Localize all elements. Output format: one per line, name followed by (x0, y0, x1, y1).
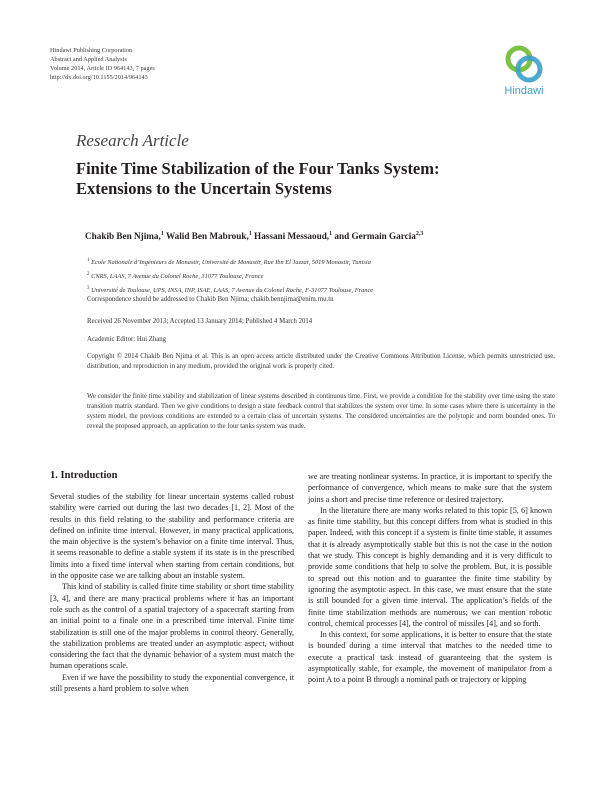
copyright-notice: Copyright © 2014 Chakib Ben Njima et al. This is an open access article distributed under the Creative Commons Attribution License, which permits unrestricted use, distribution, and reproduction in any medium, provided the original work is properly cited. (87, 353, 555, 370)
author-affil-sup: 1 (329, 231, 333, 237)
abstract: We consider the finite time stability and stabilization of linear systems described in continuous time. First, we provide a condition for the stability over time using the state transition matrix standard. Then we give conditions to design a state feedback control that stabilizes the system over time. In some cases where there is uncertainty in the system model, the previous conditions are extended to a certain class of uncertain systems. The considered uncertainties are the polytopic and norm bounded ones. To reveal the proposed approach, an application to the four tanks system was made. (87, 393, 555, 430)
journal-meta (50, 46, 350, 82)
author-name: Chakib Ben Njima, (85, 231, 161, 242)
author-affil-sup: 2,3 (415, 231, 424, 237)
affiliations (87, 255, 557, 296)
paragraph: Even if we have the possibility to study the exponential convergence, it still presents a hard problem to solve when (50, 672, 294, 694)
left-column (50, 491, 294, 694)
hindawi-logo (493, 44, 555, 102)
logo-text: Hindawi (504, 85, 544, 97)
paragraph: This kind of stability is called finite time stability or short time stability [3, 4], and there are many practical problems where it has an important role such as the control of a spatial trajectory of a spacecraft starting from an initial point to a finale one in a prescribed time interval. Finite time stabilization is still one of the major problems in control theory. Generally, the stabilization problems are treated under an asymptotic aspect, without considering the fact that the dynamic behavior of a system must match the human operations scale. (50, 582, 294, 671)
correspondence: Correspondence should be addressed to Chakib Ben Njima; chakib.bennjima@enim.rnu.tn (87, 296, 334, 303)
affil-sup: 2 (87, 271, 90, 277)
paragraph: In this context, for some applications, it is better to ensure that the state is bounded during a time interval that matches to the needed time to execute a practical task instead of guaranteeing that the system is asymptotically stable, for example, the movement of manipulator from a point A to a point B through a nominal path or trajectory or kipping (308, 630, 552, 685)
paper-title (76, 159, 556, 199)
author-list (85, 231, 555, 241)
paragraph: Several studies of the stability for linear uncertain systems called robust stability were carried out during the last two decades [1, 2]. Most of the results in this field relating to the stability and performance criteria are defined on infinite time interval. However, in many practical applications, the main objective is the system’s behavior on a finite time interval. Thus, it seems reasonable to define a stable system if its state is in the prescribed limits into a fixed time interval when starting from certain conditions, but in the opposite case we are talking about an instable system. (50, 492, 294, 581)
publisher: Hindawi Publishing Corporation (50, 47, 133, 54)
volume-line: Volume 2014, Article ID 964143, 7 pages (50, 65, 155, 72)
paragraph: we are treating nonlinear systems. In practice, it is important to specify the performance of convergence, which means to make sure that the system joins a short and precise time reference or desired trajectory. (308, 472, 552, 504)
title-line-1: Finite Time Stabilization of the Four Tanks System: (76, 159, 440, 178)
right-column (308, 471, 552, 686)
affil-sup: 3 (87, 285, 90, 291)
paragraph: In the literature there are many works related to this topic [5, 6] known as finite time stability, but this concept differs from what is studied in this paper. Indeed, with this concept if a system is finite time stable, it assumes that it is already asymptotically stable but this is not the case in the notion that we study. This concept is highly demanding and it is very difficult to provide some conditions that help to solve the problem. But, it is possible to spread out this notion and to guarantee the finite time stability by ignoring the asymptotic aspect. In this case, we must ensure that the state is still bounded for a given time interval. The application’s fields of the finite time stabilization methods are numerous; we can mention robotic control, chemical processes [4], the control of missiles [4], and so forth. (308, 505, 552, 628)
author-name: Hassani Messaoud, (254, 231, 330, 242)
affil-sup: 1 (87, 258, 90, 263)
hindawi-logo-icon (504, 44, 544, 84)
section-heading-introduction: 1. Introduction (50, 470, 118, 481)
author-affil-sup: 1 (248, 231, 252, 237)
affiliation (87, 269, 557, 283)
publication-dates: Received 26 November 2013; Accepted 13 January 2014; Published 4 March 2014 (87, 318, 313, 325)
affil-text: Université de Toulouse, UPS, INSA, INP, ISAE, LAAS, 7 Avenue du Colonel Roche, F-31077 Toulouse, France (91, 286, 374, 294)
academic-editor: Academic Editor: Hui Zhang (87, 336, 167, 343)
title-line-2: Extensions to the Uncertain Systems (76, 179, 332, 198)
affiliation (87, 283, 557, 297)
article-type: Research Article (76, 131, 189, 150)
doi-link[interactable]: http://dx.doi.org/10.1155/2014/964143 (50, 74, 148, 81)
author-affil-sup: 1 (160, 231, 164, 237)
author-name: and Germain Garcia (334, 231, 416, 242)
affil-text: CNRS, LAAS, 7 Avenue du Colonel Roche, 31077 Toulouse, France (91, 272, 264, 280)
journal-name: Abstract and Applied Analysis (50, 56, 127, 63)
affil-text: Ecole Nationale d’Ingénieurs de Monastir, Université de Monastir, Rue Ibn El Jazzar, 5019 Monastir, Tunisia (91, 259, 371, 267)
author-name: Walid Ben Mabrouk, (165, 231, 249, 242)
affiliation (87, 255, 557, 269)
